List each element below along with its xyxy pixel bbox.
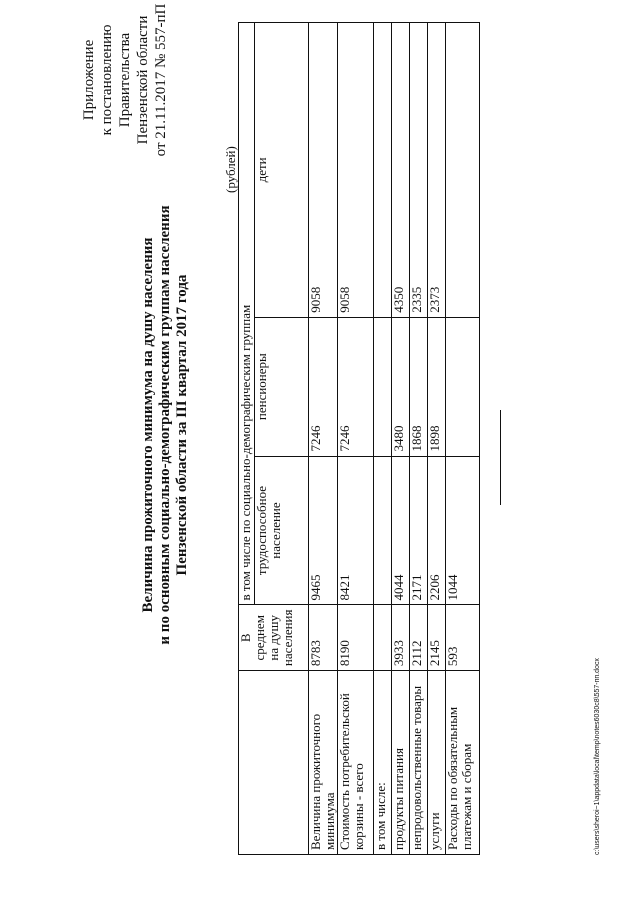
header-pensioners: пенсионеры xyxy=(255,317,309,456)
table-row xyxy=(374,23,392,855)
per-capita-value: 593 xyxy=(446,605,480,671)
per-capita-value xyxy=(374,605,392,671)
row-label: услуги xyxy=(428,671,446,855)
pensioners-value: 1868 xyxy=(410,317,428,456)
row-label: непродовольственные товары xyxy=(410,671,428,855)
pensioners-value: 7246 xyxy=(338,317,374,456)
signature-divider xyxy=(500,410,501,505)
header-children: дети xyxy=(255,23,309,318)
header-groups: в том числе по социально-демографическим группам xyxy=(239,23,255,606)
header-per-capita: В среднем на душу населения xyxy=(239,605,309,671)
table-row xyxy=(410,23,428,855)
children-value: 2373 xyxy=(428,23,446,318)
working-value: 8421 xyxy=(338,456,374,605)
table-row xyxy=(428,23,446,855)
table-row xyxy=(446,23,480,855)
heading-line-2: и по основным социально-демографическим группам населения xyxy=(157,205,173,645)
document-heading xyxy=(140,75,191,775)
heading-line-1: Величина прожиточного минимума на душу населения xyxy=(140,237,156,613)
per-capita-value: 3933 xyxy=(392,605,410,671)
children-value: 2335 xyxy=(410,23,428,318)
heading-line-3: Пензенской области за III квартал 2017 года xyxy=(174,274,190,576)
working-value: 4044 xyxy=(392,456,410,605)
per-capita-value: 2112 xyxy=(410,605,428,671)
children-value: 4350 xyxy=(392,23,410,318)
row-label: Величина прожиточного минимума xyxy=(309,671,338,855)
annex-line-3: Пензенской области xyxy=(135,15,151,145)
table-row xyxy=(309,23,338,855)
children-value xyxy=(446,23,480,318)
pensioners-value xyxy=(374,317,392,456)
annex-line-4: от 21.11.2017 № 557-пП xyxy=(153,3,169,157)
working-value: 1044 xyxy=(446,456,480,605)
children-value: 9058 xyxy=(309,23,338,318)
row-label: Расходы по обязательным платежам и сборам xyxy=(446,671,480,855)
children-value: 9058 xyxy=(338,23,374,318)
subsistence-table xyxy=(238,22,480,855)
annex-title: Приложение xyxy=(81,39,97,121)
working-value: 2206 xyxy=(428,456,446,605)
working-value xyxy=(374,456,392,605)
units-label: (рублей) xyxy=(223,146,238,193)
file-path-footer: c:\users\sheroi~1\appdata\local\temp\notes6030c8\557-пп.docx xyxy=(594,658,601,855)
children-value xyxy=(374,23,392,318)
per-capita-value: 8190 xyxy=(338,605,374,671)
working-value: 2171 xyxy=(410,456,428,605)
pensioners-value: 1898 xyxy=(428,317,446,456)
pensioners-value xyxy=(446,317,480,456)
annex-line-2: к постановлению Правительства xyxy=(99,24,133,136)
row-label: в том числе: xyxy=(374,671,392,855)
header-empty-cell xyxy=(239,671,309,855)
pensioners-value: 7246 xyxy=(309,317,338,456)
per-capita-value: 2145 xyxy=(428,605,446,671)
row-label: Стоимость потребительской корзины - всего xyxy=(338,671,374,855)
header-working: трудоспособное население xyxy=(255,456,309,605)
table-row xyxy=(338,23,374,855)
pensioners-value: 3480 xyxy=(392,317,410,456)
per-capita-value: 8783 xyxy=(309,605,338,671)
row-label: продукты питания xyxy=(392,671,410,855)
table-row xyxy=(392,23,410,855)
working-value: 9465 xyxy=(309,456,338,605)
